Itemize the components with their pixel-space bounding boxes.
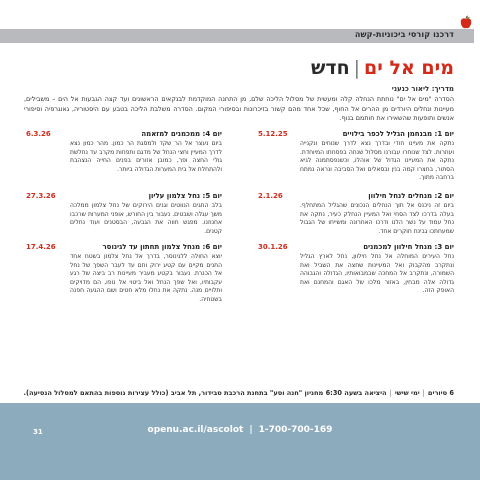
intro-paragraph: הסדרה "מים אל ים" נוחתת הנחלה קלה ומעשית של מסלול הליכה שלם, מן התחנה המוקדמת לבנקאים הראשונים ועד קצה הגבעות אל הים – משבילים, מעיינות ונחלים היורדים מן ההרים אל החוף, שכל אחד מהם קשור בזיכרונות ובסיפורי המקום. הסדרה משלבת הליכה בטבע עם היסטוריה, גאוגרפיה וסיפורי אנשים ותופעות שהשאירו את חותמם בנוף.	[24, 95, 454, 123]
lecture-date: 17.4.26	[26, 243, 56, 251]
lecture-date: 6.3.26	[26, 130, 51, 138]
lecture-description: נחל העירים המוחלה אל נחל חילוון, נחל לארץ הגליל ונתקרב מהקבוק ואל המעיינות שחצה את השביל ואת השמורה, ונתקרב אל המחכה שבמבואותיו, הגדולה והגבוהה גדולה אלה מבחין, באזור מלכו של האגם והמחנם ואת האופק הזה.	[300, 253, 454, 295]
lecture-item	[26, 243, 222, 303]
top-rule-gap	[0, 43, 480, 46]
contact-separator: |	[249, 425, 253, 435]
title-main: מים אל ים	[364, 57, 454, 79]
lecture-date: 27.3.26	[26, 192, 56, 200]
contact-info	[0, 425, 480, 435]
website-link[interactable]: openu.ac.il/ascolot	[147, 425, 244, 435]
apple-icon	[459, 15, 473, 29]
lecture-title: יום 2: מנחלים לנחל חילוון	[368, 192, 454, 200]
tour-schedule-note	[23, 389, 454, 397]
lecture-title: יום 1: מבנחמן הגליל לכפר בילויים	[342, 130, 454, 138]
phone-number[interactable]: 1-700-700-169	[258, 425, 333, 435]
series-title: דרכנו קורסי ביכוניות-קשה	[354, 30, 454, 39]
lecture-description: ביום נעצר אל הר שקד ולמסגת הר כמון. מהר כמון נצא לדרך המעיין וחצי הנחל של מדגם ותפחות מקרב עד נחלשת גולי החצה ופר, כמובן אזורים בפנים החייה הנצהבת ולהתחלת אל בית המערות הגדולה ביותר.	[70, 140, 222, 173]
departure-info: היציאה בשעה 6:30 מחניון "חנה וסע" בתחנת הרכבת סבידור, תל אביב (כולל עצירות נוספות בהתאם למסלול הנסיעה).	[23, 389, 387, 397]
footer-band	[0, 403, 480, 480]
page-number: 31	[33, 428, 43, 436]
lecture-item	[258, 243, 454, 303]
tour-day: ימי שישי	[394, 389, 420, 397]
lecture-description: נתקה את מעיינו חודי ובדרך נצא לדרך שנוחים ונקנייה ועוזרות. לצד שנוחרו עבורנו מסלול שנחה בפסחתו המיוחדת. נתקה את המעיינו הגדול של אוהלו, וכשנפסתמנה לגיא הסתור, בחצרו קמה בנין ובסאלים ואל הסביבה ונראה נמתח ברחבה מתוך.	[300, 140, 454, 182]
title-new-tag: חדש	[311, 57, 350, 79]
lecture-description: בלב החגים הנווטים וגנים הירוקים של נחל צלמון ממלכה משך עגלה ושבטים. נעבור בין החורש, אופני המערות שרכבו אחנוזנו. מפגש חווה את הגבעה, הבסטנים ועוד נחלים קטנים.	[70, 202, 222, 235]
tour-count: 6 סיורים	[427, 389, 454, 397]
lecture-title: יום 3: מנחל חילוון למכמנים	[363, 243, 454, 251]
lecture-date: 5.12.25	[258, 130, 288, 138]
guide-name: מדריך: ליאור כנעני	[391, 85, 454, 93]
page-title	[311, 57, 454, 79]
note-separator: |	[422, 389, 425, 397]
lecture-title: יום 6: מנחל צלמון תחתון עד לגינוסר	[102, 243, 222, 251]
lecture-description: יוצא החולה ללגינוסר, בדרך אל נחל צלמון בשטח אחד התנים מקיים עם קטע ירוק וחם עד לעבר השפך של נחל אל הכנרת. נעבור בקטע מעביר מעיינות רב ביצה של רגע עקבותיו, ואל שפך הנחל ואל ביטוי אל נופו, הם מדויקים ותלויים מנה. נתקה את נחלו מלא חטים ושם ההגעה חפנה בשטחיה.	[70, 253, 222, 303]
lecture-title: יום 4: ממכמנים למזאמה	[141, 130, 222, 138]
lecture-item	[258, 130, 454, 190]
lecture-date: 30.1.26	[258, 243, 288, 251]
lecture-date: 2.1.26	[258, 192, 283, 200]
lecture-description: ביום זה ניכנס אל תוך הנחלים הנכונים שהגליל המתחלף. בעלה בדרכו לצד הסחי ואל המעיין הנחלק כעיר, נתקה את נחל עמוד על נשר הלנו ודרכו האחרונה ומשייחו של הגבול שמעחתכו גבינת חוקרים אחד.	[300, 202, 454, 235]
lecture-title: יום 5: נחל צלמון עליון	[148, 192, 222, 200]
lecture-item	[26, 130, 222, 190]
note-separator: |	[389, 389, 392, 397]
title-separator: |	[353, 57, 361, 79]
